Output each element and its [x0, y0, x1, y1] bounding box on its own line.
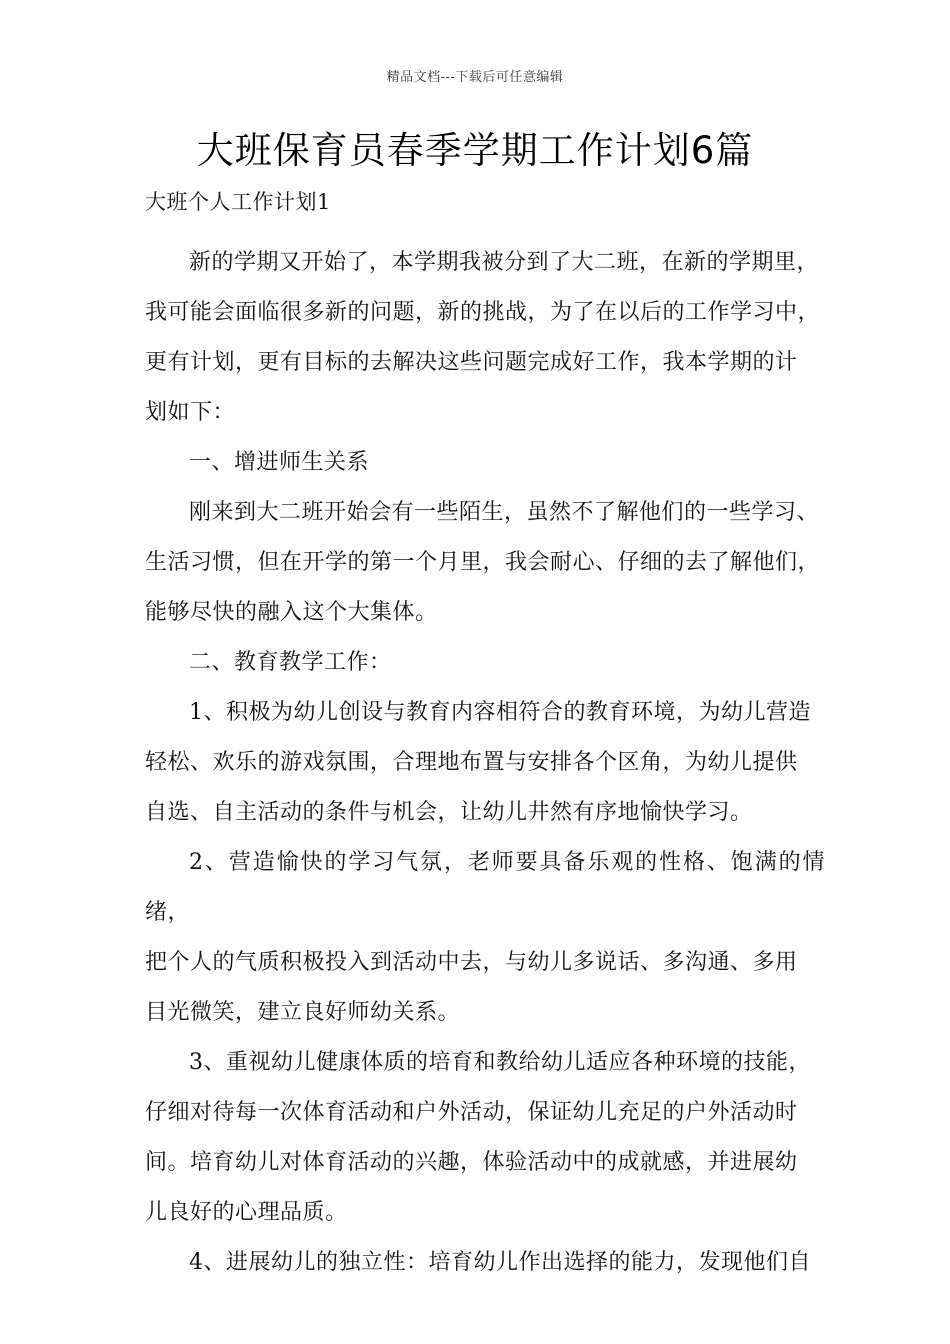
text-line: 1、积极为幼儿创设与教育内容相符合的教育环境，为幼儿营造 [189, 700, 811, 725]
paragraph-item-3 [145, 1038, 825, 1238]
text-line: 仔细对待每一次体育活动和户外活动，保证幼儿充足的户外活动时 [145, 1100, 798, 1125]
section-heading-1: 一、增进师生关系 [189, 450, 370, 475]
text-line: 2、营造愉快的学习气氛，老师要具备乐观的性格、饱满的情绪， [145, 850, 825, 925]
paragraph-item-2 [145, 838, 825, 1038]
paragraph-intro [145, 238, 825, 438]
paragraph-item-1 [145, 688, 825, 838]
text-line: 自选、自主活动的条件与机会，让幼儿井然有序地愉快学习。 [145, 800, 753, 825]
text-line: 儿良好的心理品质。 [145, 1200, 348, 1225]
text-line: 划如下： [145, 400, 236, 425]
document-title: 大班保育员春季学期工作计划6篇 [196, 129, 754, 172]
text-line: 目光微笑，建立良好师幼关系。 [145, 1000, 461, 1025]
text-line: 4、进展幼儿的独立性：培育幼儿作出选择的能力，发现他们自 [189, 1250, 811, 1275]
text-line: 3、重视幼儿健康体质的培育和教给幼儿适应各种环境的技能， [189, 1050, 811, 1075]
text-line: 更有计划，更有目标的去解决这些问题完成好工作，我本学期的计 [145, 350, 798, 375]
section-heading-2: 二、教育教学工作： [189, 650, 392, 675]
text-line: 新的学期又开始了，本学期我被分到了大二班，在新的学期里， [189, 250, 820, 275]
paragraph-item-4 [145, 1238, 825, 1288]
text-line: 能够尽快的融入这个大集体。 [145, 600, 438, 625]
text-line: 把个人的气质积极投入到活动中去，与幼儿多说话、多沟通、多用 [145, 950, 798, 975]
text-line: 刚来到大二班开始会有一些陌生，虽然不了解他们的一些学习、 [189, 500, 820, 525]
document-body [145, 188, 825, 1288]
paragraph-relations [145, 488, 825, 638]
text-line: 生活习惯，但在开学的第一个月里，我会耐心、仔细的去了解他们， [145, 550, 821, 575]
text-line: 间。培育幼儿对体育活动的兴趣，体验活动中的成就感，并进展幼 [145, 1150, 798, 1175]
section-subtitle: 大班个人工作计划1 [145, 190, 331, 214]
text-line: 轻松、欢乐的游戏氛围，合理地布置与安排各个区角，为幼儿提供 [145, 750, 798, 775]
text-line: 我可能会面临很多新的问题，新的挑战，为了在以后的工作学习中， [145, 300, 821, 325]
page-header: 精品文档---下载后可任意编辑 [386, 70, 564, 85]
